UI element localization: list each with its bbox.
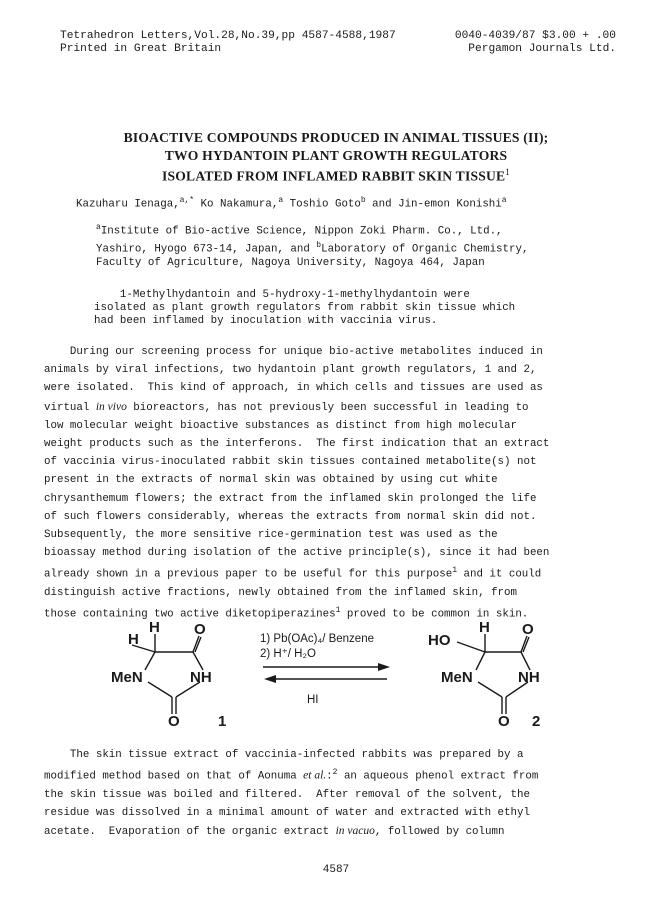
header-row-2 — [60, 43, 616, 56]
reaction-scheme — [100, 612, 580, 732]
author-1-affil: a,* — [179, 196, 195, 205]
text-line: virtual in vivo bioreactors, has not previously been successful in leading to — [44, 400, 529, 414]
cmp2-h-top: H — [479, 619, 490, 636]
article-code: 0040-4039/87 $3.00 + .00 — [454, 30, 616, 42]
cmp1-h-top: H — [149, 619, 160, 636]
cmp1-o-top: O — [194, 621, 206, 638]
body-paragraph-2 — [44, 746, 634, 842]
title-line-3-text: ISOLATED FROM INFLAMED RABBIT SKIN TISSUE — [162, 168, 506, 184]
cmp2-o-top: O — [522, 621, 534, 638]
page-number: 4587 — [322, 864, 350, 876]
cmp2-o-bottom: O — [498, 713, 510, 730]
text-line: During our screening process for unique bio-active metabolites induced in — [44, 346, 543, 358]
affiliations — [96, 221, 528, 270]
journal-citation: Tetrahedron Letters,Vol.28,No.39,pp 4587-4588,1987 — [60, 30, 396, 42]
abstract-line: had been inflamed by inoculation with vaccinia virus. — [94, 315, 438, 328]
reference-mark: 2 — [332, 768, 338, 778]
cmp1-h-left: H — [128, 631, 139, 648]
text-line: those containing two active diketopiperazines$^1$ proved to be common in skin. — [44, 606, 529, 622]
text-line: weight products such as the interferons. The first indication that an extract — [44, 438, 550, 451]
cmp1-o-bottom: O — [168, 713, 180, 730]
body-paragraph-1 — [44, 343, 634, 624]
reference-mark: 1 — [452, 566, 458, 576]
title-line-2: TWO HYDANTOIN PLANT GROWTH REGULATORS — [164, 147, 508, 163]
cmp2-nh: NH — [518, 669, 540, 686]
italic-in-vivo: in vivo — [95, 400, 127, 413]
text-line: the skin tissue was boiled and filtered. After removal of the solvent, the — [44, 789, 530, 801]
abstract — [94, 289, 594, 329]
reagent-step-2: 2) H⁺/ H₂O — [260, 648, 316, 660]
text-line: bioassay method during isolation of the active principle(s), since it had been — [44, 547, 550, 560]
text-line: animals by viral infections, two hydantoin plant growth regulators, 1 and 2, — [44, 364, 537, 377]
abstract-line: isolated as plant growth regulators from rabbit skin tissue which — [94, 302, 516, 315]
text-line: acetate. Evaporation of the organic extract in vacuo, followed by column — [44, 825, 505, 839]
title-footnote-mark: 1 — [505, 167, 510, 177]
author-4: and Jin-emon Konishi — [365, 198, 502, 211]
author-2-affil: a — [278, 196, 284, 205]
cmp1-n-methyl: MeN — [111, 669, 143, 686]
reverse-reagent: HI — [307, 694, 319, 706]
affiliation-line-1: $^a$Institute of Bio-active Science, Nippon Zoki Pharm. Co., Ltd., — [96, 223, 503, 238]
text-line: of such flowers considerably, whereas the extracts from normal skin did not. — [44, 510, 537, 523]
abstract-line: 1-Methylhydantoin and 5-hydroxy-1-methylhydantoin were — [94, 289, 470, 301]
affiliation-a-mark: a — [96, 223, 101, 232]
reference-mark: 1 — [335, 606, 341, 616]
text-line: residue was dissolved in a minimal amount of water and extracted with ethyl — [44, 807, 530, 820]
text-line: present in the extracts of normal skin was obtained by using cut white — [44, 474, 498, 487]
article-title — [0, 129, 672, 185]
affiliation-b-mark: b — [316, 241, 322, 250]
italic-in-vacuo: in vacuo — [335, 825, 375, 838]
cmp2-n-methyl: MeN — [441, 669, 473, 686]
title-line-1: BIOACTIVE COMPOUNDS PRODUCED IN ANIMAL TISSUES (II); — [123, 130, 549, 145]
text-line: were isolated. This kind of approach, in which cells and tissues are used as — [44, 382, 543, 395]
reagent-step-1: 1) Pb(OAc)₄/ Benzene — [260, 633, 374, 645]
printed-location: Printed in Great Britain — [60, 43, 222, 55]
publisher: Pergamon Journals Ltd. — [468, 43, 616, 55]
text-line: of vaccinia virus-inoculated rabbit skin tissues contained metabolite(s) not — [44, 456, 537, 469]
affiliation-line-3: Faculty of Agriculture, Nagoya University, Nagoya 464, Japan — [96, 257, 485, 269]
italic-et-al: et al. — [303, 769, 327, 782]
text-line: low molecular weight bioactive substances as distinct from high molecular — [44, 419, 517, 432]
text-line: Subsequently, the more sensitive rice-germination test was used as the — [44, 529, 498, 542]
text-line: The skin tissue extract of vaccinia-infected rabbits was prepared by a — [44, 749, 524, 761]
cmp2-ho: HO — [428, 632, 451, 649]
author-2: Ko Nakamura, — [194, 198, 279, 211]
cmp1-nh: NH — [190, 669, 212, 686]
author-4-affil: a — [501, 196, 507, 205]
text-line: modified method based on that of Aonuma et al.:$^2$ an aqueous phenol extract from — [44, 768, 539, 783]
text-line: chrysanthemum flowers; the extract from the inflamed skin prolonged the life — [44, 492, 537, 505]
author-3: Toshio Goto — [283, 198, 361, 211]
author-3-affil: b — [360, 196, 366, 205]
compound-2-number: 2 — [532, 713, 541, 730]
text-line: distinguish active fractions, newly obtained from the inflamed skin, from — [44, 587, 517, 600]
text-line: already shown in a previous paper to be useful for this purpose$^1$ and it could — [44, 566, 542, 582]
author-list — [76, 196, 507, 211]
affiliation-line-2: Yashiro, Hyogo 673-14, Japan, and $^b$Laboratory of Organic Chemistry, — [96, 241, 529, 256]
page-header — [60, 30, 616, 56]
reaction-scheme-figure — [100, 612, 580, 732]
title-line-3 — [0, 164, 672, 185]
author-1: Kazuharu Ienaga, — [76, 198, 180, 211]
header-row-1 — [60, 30, 616, 43]
equilibrium-arrows — [263, 663, 390, 683]
compound-1-number: 1 — [218, 713, 227, 730]
